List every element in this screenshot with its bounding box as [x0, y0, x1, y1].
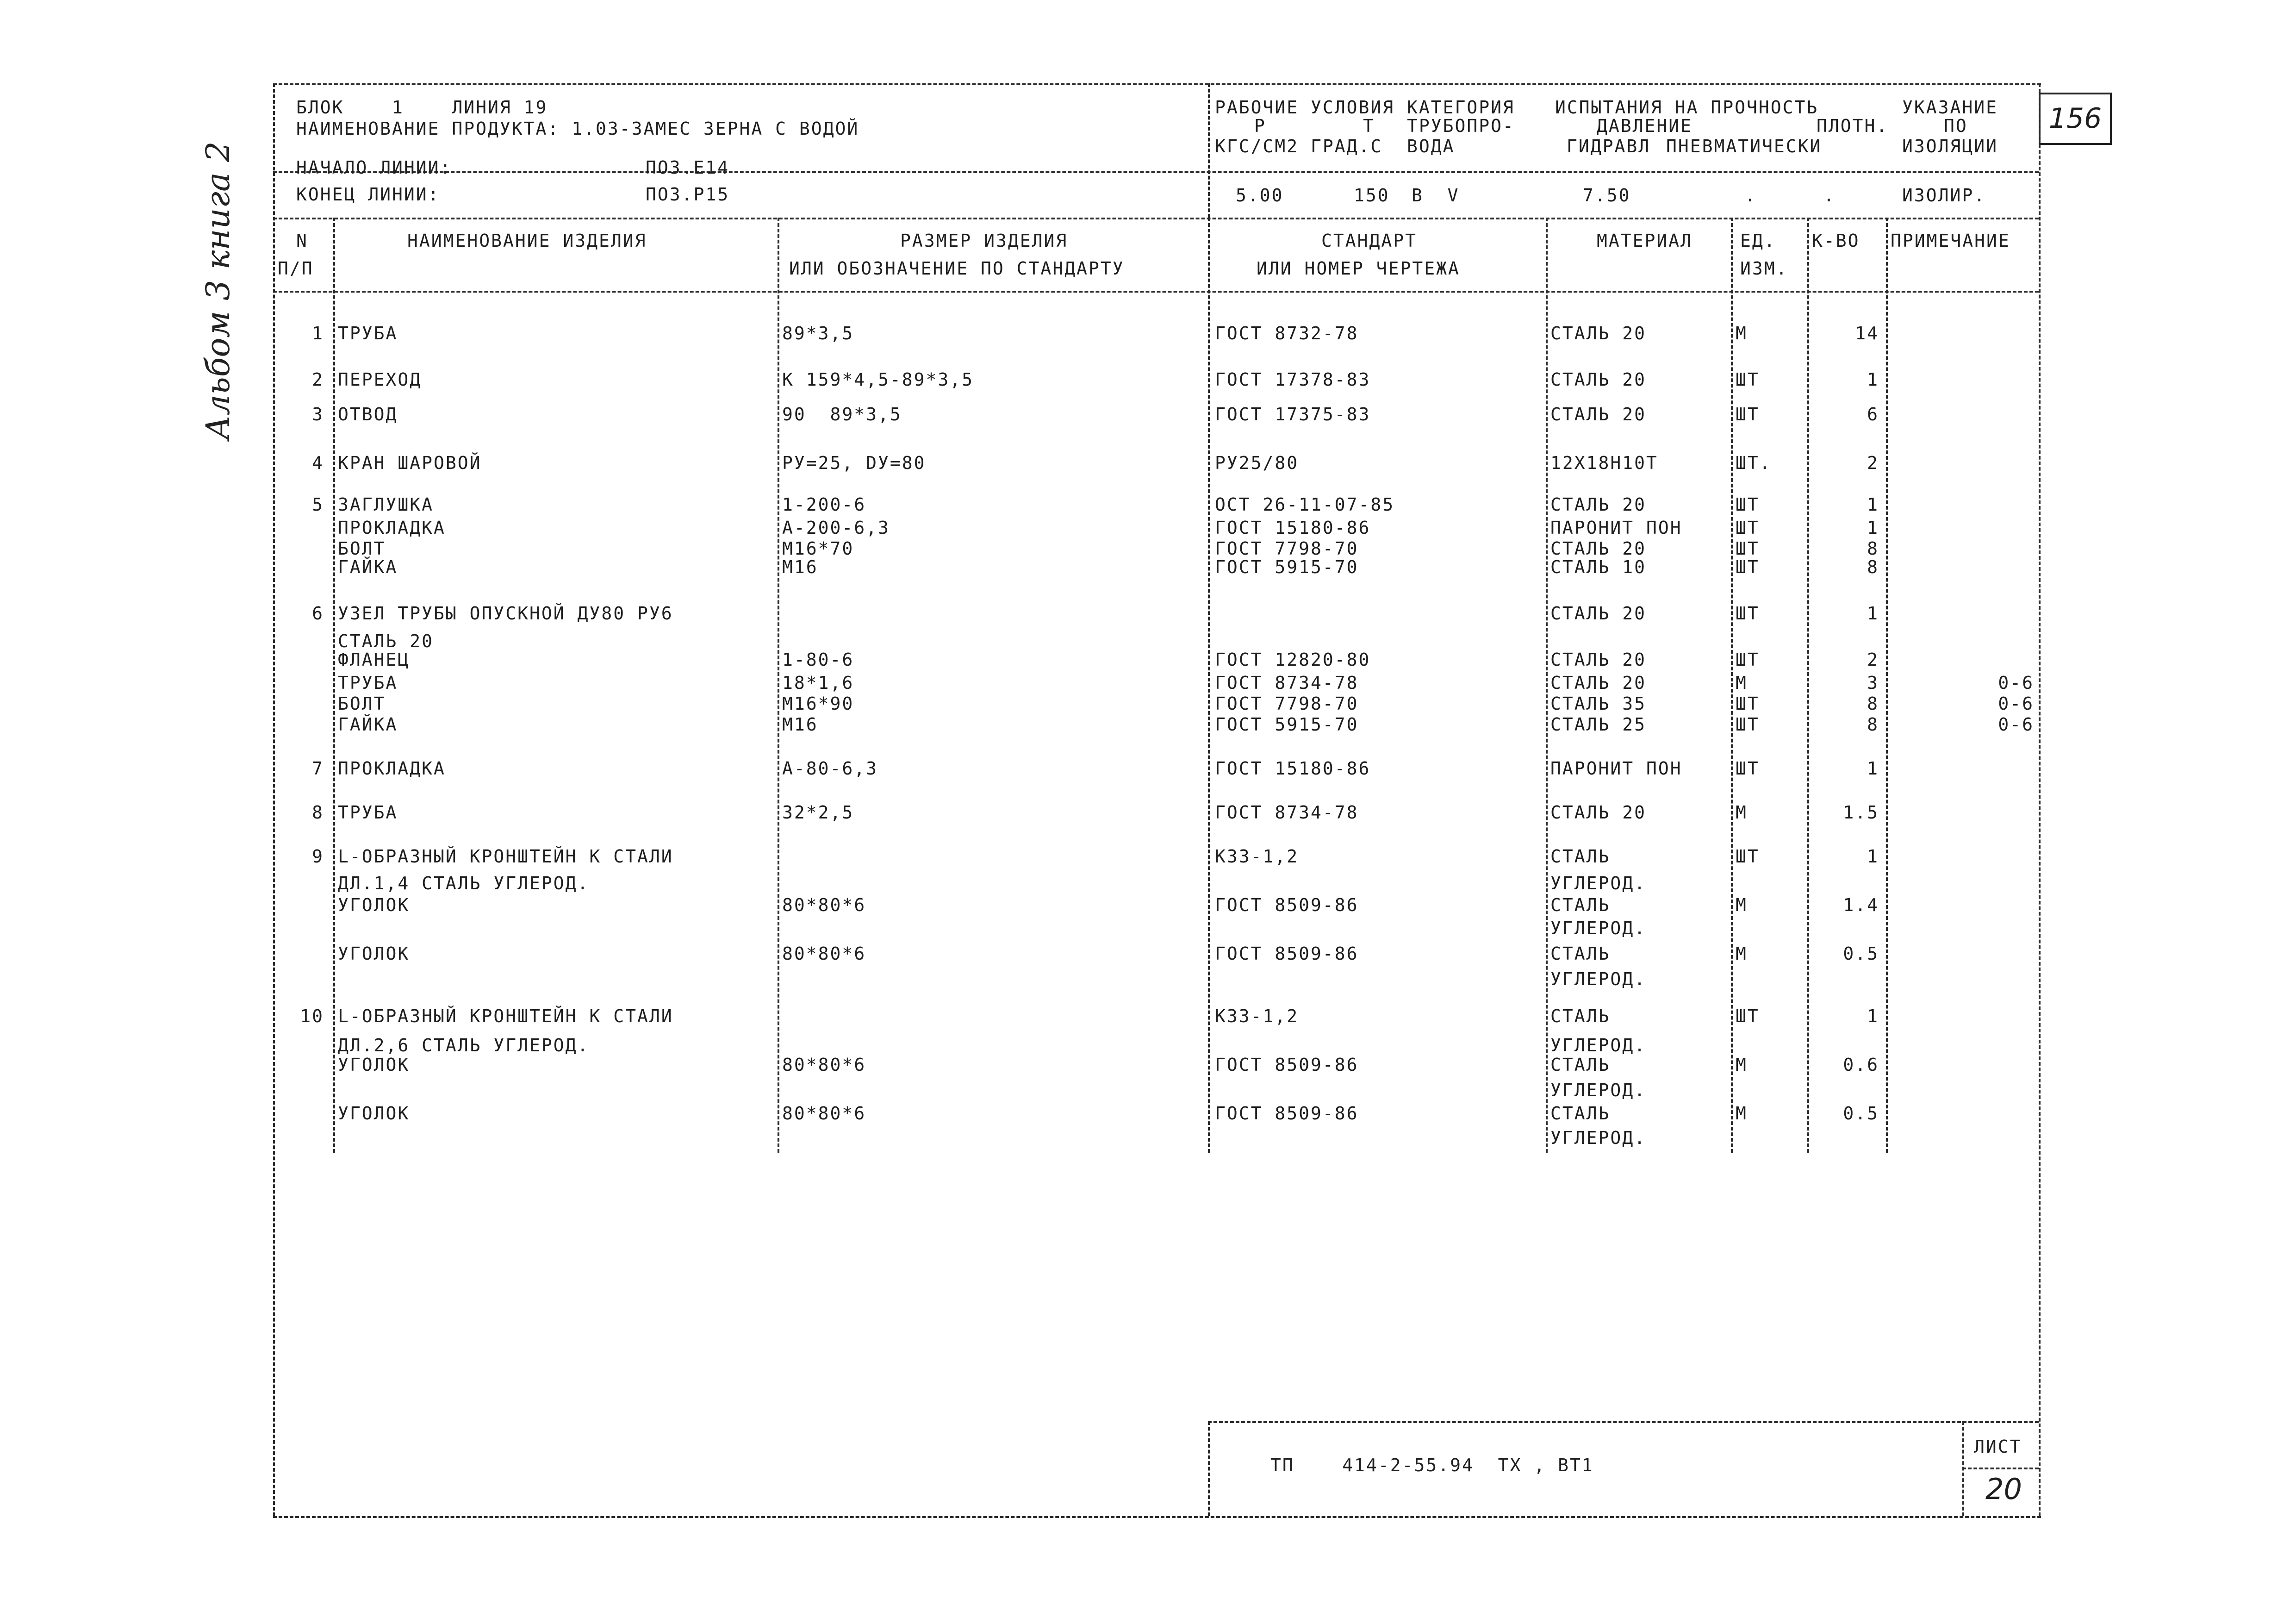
- cell-name: УГОЛОК: [338, 943, 410, 964]
- cell-size: 32*2,5: [782, 802, 854, 823]
- cell-std: ГОСТ 15180-86: [1215, 758, 1371, 779]
- cell-mat: СТАЛЬ 25: [1550, 714, 1647, 735]
- cell-qty: 1: [1867, 494, 1879, 515]
- frame-top: [273, 83, 2041, 85]
- header-product: НАИМЕНОВАНИЕ ПРОДУКТА: 1.03-ЗАМЕС ЗЕРНА С ВОДОЙ: [296, 119, 859, 139]
- cell-n: 1: [312, 323, 324, 344]
- cell-mat: УГЛЕРОД.: [1550, 1035, 1647, 1056]
- header-test-pressure: ДАВЛЕНИЕ: [1597, 116, 1693, 136]
- cell-unit: ШТ: [1736, 650, 1760, 670]
- header-start-value: ПОЗ.Е14: [646, 157, 730, 178]
- cell-mat: СТАЛЬ: [1550, 895, 1611, 915]
- cell-name: ПРОКЛАДКА: [338, 758, 446, 779]
- value-pressure: 5.00: [1236, 185, 1284, 206]
- footer-doc-code: ТП 414-2-55.94 ТХ , ВТ1: [1270, 1455, 1594, 1475]
- frame-right: [2039, 83, 2041, 1516]
- columns-rule: [273, 291, 2039, 293]
- value-category: В V: [1412, 185, 1460, 206]
- cell-qty: 0.5: [1843, 943, 1879, 964]
- cell-size: 1-80-6: [782, 650, 854, 670]
- cell-qty: 1: [1867, 518, 1879, 538]
- cell-qty: 0.5: [1843, 1103, 1879, 1124]
- cell-size: 80*80*6: [782, 943, 866, 964]
- cell-mat: СТАЛЬ: [1550, 846, 1611, 867]
- cell-size: РУ=25, DУ=80: [782, 453, 926, 473]
- footer-sheet-number: 20: [1985, 1472, 2022, 1506]
- cell-qty: 1: [1867, 603, 1879, 624]
- header-block-line: БЛОК 1 ЛИНИЯ 19: [296, 97, 548, 118]
- cell-size: 1-200-6: [782, 494, 866, 515]
- cell-mat: СТАЛЬ 20: [1550, 323, 1647, 344]
- cell-std: ГОСТ 7798-70: [1215, 693, 1359, 714]
- cell-size: А-80-6,3: [782, 758, 878, 779]
- cell-name: УЗЕЛ ТРУБЫ ОПУСКНОЙ ДУ80 РУ6: [338, 603, 673, 624]
- cell-std: ГОСТ 17375-83: [1215, 404, 1371, 425]
- cell-size: М16*70: [782, 538, 854, 559]
- cell-mat: УГЛЕРОД.: [1550, 873, 1647, 893]
- cell-unit: М: [1736, 673, 1748, 693]
- cell-size: 18*1,6: [782, 673, 854, 693]
- value-insulation: ИЗОЛИР.: [1902, 185, 1986, 206]
- cell-n: 2: [312, 369, 324, 390]
- cell-unit: ШТ.: [1736, 453, 1772, 473]
- cell-unit: ШТ: [1736, 518, 1760, 538]
- col-divider-std: [1208, 218, 1210, 1153]
- header-work-p: Р: [1254, 116, 1266, 136]
- col-header-unit1: ЕД.: [1740, 231, 1776, 251]
- cell-name: КРАН ШАРОВОЙ: [338, 453, 482, 473]
- cell-mat: СТАЛЬ 20: [1550, 650, 1647, 670]
- col-header-size1: РАЗМЕР ИЗДЕЛИЯ: [900, 231, 1068, 251]
- cell-qty: 2: [1867, 453, 1879, 473]
- cell-name: БОЛТ: [338, 538, 386, 559]
- cell-unit: ШТ: [1736, 1006, 1760, 1026]
- cell-mat: СТАЛЬ: [1550, 943, 1611, 964]
- cell-n: 6: [312, 603, 324, 624]
- cell-name: ТРУБА: [338, 323, 398, 344]
- value-temperature: 150: [1354, 185, 1390, 206]
- col-divider-size: [778, 218, 779, 1153]
- header-end-label: КОНЕЦ ЛИНИИ:: [296, 184, 440, 205]
- cell-mat: ПАРОНИТ ПОН: [1550, 758, 1682, 779]
- cell-name: ТРУБА: [338, 802, 398, 823]
- header-ins-title2: ПО: [1944, 116, 1968, 136]
- cell-note: 0-6: [1998, 714, 2034, 735]
- cell-size: М16: [782, 557, 818, 577]
- cell-unit: ШТ: [1736, 369, 1760, 390]
- cell-n: 9: [312, 846, 324, 867]
- cell-name: ДЛ.2,6 СТАЛЬ УГЛЕРОД.: [338, 1035, 590, 1056]
- cell-size: А-200-6,3: [782, 518, 890, 538]
- cell-name: ТРУБА: [338, 673, 398, 693]
- cell-note: 0-6: [1998, 693, 2034, 714]
- header-cat-title: КАТЕГОРИЯ: [1407, 97, 1515, 118]
- cell-qty: 1.5: [1843, 802, 1879, 823]
- cell-unit: ШТ: [1736, 603, 1760, 624]
- cell-std: К33-1,2: [1215, 1006, 1299, 1026]
- cell-name: L-ОБРАЗНЫЙ КРОНШТЕЙН К СТАЛИ: [338, 846, 673, 867]
- value-hydro: 7.50: [1583, 185, 1631, 206]
- col-header-size2: ИЛИ ОБОЗНАЧЕНИЕ ПО СТАНДАРТУ: [789, 258, 1125, 279]
- cell-n: 4: [312, 453, 324, 473]
- cell-unit: ШТ: [1736, 494, 1760, 515]
- cell-name: ОТВОД: [338, 404, 398, 425]
- cell-unit: ШТ: [1736, 714, 1760, 735]
- cell-name: ЗАГЛУШКА: [338, 494, 434, 515]
- cell-name: УГОЛОК: [338, 895, 410, 915]
- col-divider-qty: [1807, 218, 1809, 1153]
- cell-n: 8: [312, 802, 324, 823]
- cell-size: 89*3,5: [782, 323, 854, 344]
- col-header-num1: N: [296, 231, 308, 251]
- frame-bottom: [273, 1516, 2041, 1518]
- value-density: .: [1823, 185, 1836, 206]
- cell-n: 5: [312, 494, 324, 515]
- cell-mat: СТАЛЬ 10: [1550, 557, 1647, 577]
- cell-name: ГАЙКА: [338, 714, 398, 735]
- cell-unit: М: [1736, 802, 1748, 823]
- footer-rule: [1208, 1421, 2039, 1423]
- cell-qty: 8: [1867, 693, 1879, 714]
- col-header-num2: П/П: [278, 258, 314, 279]
- cell-mat: ПАРОНИТ ПОН: [1550, 518, 1682, 538]
- cell-size: М16*90: [782, 693, 854, 714]
- cell-unit: ШТ: [1736, 557, 1760, 577]
- cell-std: ГОСТ 8734-78: [1215, 802, 1359, 823]
- footer-sheet-rule: [1962, 1468, 2039, 1469]
- cell-unit: ШТ: [1736, 404, 1760, 425]
- cell-qty: 14: [1855, 323, 1879, 344]
- cell-mat: СТАЛЬ 20: [1550, 673, 1647, 693]
- cell-mat: СТАЛЬ 20: [1550, 802, 1647, 823]
- cell-mat: СТАЛЬ 20: [1550, 603, 1647, 624]
- cell-unit: ШТ: [1736, 538, 1760, 559]
- header-end-value: ПОЗ.Р15: [646, 184, 730, 205]
- cell-n: 10: [300, 1006, 324, 1026]
- cell-qty: 8: [1867, 557, 1879, 577]
- col-header-qty: К-ВО: [1812, 231, 1860, 251]
- cell-std: ГОСТ 5915-70: [1215, 557, 1359, 577]
- header-ins-title3: ИЗОЛЯЦИИ: [1902, 136, 1998, 156]
- col-header-std2: ИЛИ НОМЕР ЧЕРТЕЖА: [1257, 258, 1460, 279]
- cell-std: ГОСТ 8509-86: [1215, 1103, 1359, 1124]
- frame-left: [273, 83, 275, 1516]
- cell-name: ГАЙКА: [338, 557, 398, 577]
- cell-std: ГОСТ 8509-86: [1215, 1055, 1359, 1075]
- header-ins-title1: УКАЗАНИЕ: [1902, 97, 1998, 118]
- cell-n: 3: [312, 404, 324, 425]
- header-divider: [1208, 83, 1210, 218]
- cell-size: К 159*4,5-89*3,5: [782, 369, 974, 390]
- cell-mat: УГЛЕРОД.: [1550, 918, 1647, 938]
- header-work-t: Т: [1363, 116, 1375, 136]
- col-divider-mat: [1546, 218, 1548, 1153]
- cell-mat: 12Х18Н10Т: [1550, 453, 1658, 473]
- cell-std: ГОСТ 8509-86: [1215, 895, 1359, 915]
- cell-mat: СТАЛЬ 35: [1550, 693, 1647, 714]
- cell-size: 90 89*3,5: [782, 404, 902, 425]
- cell-qty: 1: [1867, 846, 1879, 867]
- cell-unit: М: [1736, 1055, 1748, 1075]
- cell-mat: СТАЛЬ: [1550, 1006, 1611, 1026]
- cell-name: СТАЛЬ 20: [338, 631, 434, 651]
- cell-name: ПЕРЕХОД: [338, 369, 422, 390]
- cell-qty: 3: [1867, 673, 1879, 693]
- cell-std: ГОСТ 7798-70: [1215, 538, 1359, 559]
- col-header-name: НАИМЕНОВАНИЕ ИЗДЕЛИЯ: [407, 231, 647, 251]
- cell-unit: М: [1736, 323, 1748, 344]
- value-pneu: .: [1745, 185, 1757, 206]
- cell-std: ГОСТ 8734-78: [1215, 673, 1359, 693]
- cell-name: ПРОКЛАДКА: [338, 518, 446, 538]
- cell-size: 80*80*6: [782, 1103, 866, 1124]
- cell-mat: УГЛЕРОД.: [1550, 1080, 1647, 1100]
- header-test-pneu: ПНЕВМАТИЧЕСКИ: [1666, 136, 1822, 156]
- cell-mat: УГЛЕРОД.: [1550, 969, 1647, 989]
- header-rule-1: [273, 171, 2039, 173]
- header-work-units: КГС/СМ2 ГРАД.С: [1215, 136, 1383, 156]
- header-cat-sub2: ВОДА: [1407, 136, 1455, 156]
- col-header-mat: МАТЕРИАЛ: [1597, 231, 1693, 251]
- header-start-label: НАЧАЛО ЛИНИИ:: [296, 157, 452, 178]
- cell-mat: СТАЛЬ 20: [1550, 369, 1647, 390]
- col-divider-num: [333, 218, 335, 1153]
- cell-note: 0-6: [1998, 673, 2034, 693]
- col-divider-note: [1886, 218, 1888, 1153]
- header-rule-2: [273, 218, 2039, 219]
- header-work-title: РАБОЧИЕ УСЛОВИЯ: [1215, 97, 1395, 118]
- cell-std: ОСТ 26-11-07-85: [1215, 494, 1395, 515]
- cell-mat: СТАЛЬ 20: [1550, 404, 1647, 425]
- cell-qty: 1.4: [1843, 895, 1879, 915]
- cell-qty: 8: [1867, 538, 1879, 559]
- cell-std: РУ25/80: [1215, 453, 1299, 473]
- cell-name: УГОЛОК: [338, 1103, 410, 1124]
- cell-name: ФЛАНЕЦ: [338, 650, 410, 670]
- header-test-title: ИСПЫТАНИЯ НА ПРОЧНОСТЬ: [1555, 97, 1819, 118]
- cell-name: БОЛТ: [338, 693, 386, 714]
- cell-mat: СТАЛЬ: [1550, 1103, 1611, 1124]
- footer-sheet-label: ЛИСТ: [1974, 1437, 2022, 1457]
- header-cat-sub1: ТРУБОПРО-: [1407, 116, 1515, 136]
- cell-mat: СТАЛЬ: [1550, 1055, 1611, 1075]
- col-divider-unit: [1731, 218, 1733, 1153]
- footer-left-edge: [1208, 1421, 1210, 1516]
- cell-unit: М: [1736, 895, 1748, 915]
- cell-std: ГОСТ 5915-70: [1215, 714, 1359, 735]
- cell-name: ДЛ.1,4 СТАЛЬ УГЛЕРОД.: [338, 873, 590, 893]
- cell-size: 80*80*6: [782, 895, 866, 915]
- header-test-density: ПЛОТН.: [1817, 116, 1889, 136]
- cell-unit: ШТ: [1736, 693, 1760, 714]
- cell-qty: 6: [1867, 404, 1879, 425]
- cell-std: ГОСТ 8732-78: [1215, 323, 1359, 344]
- cell-size: 80*80*6: [782, 1055, 866, 1075]
- cell-std: ГОСТ 8509-86: [1215, 943, 1359, 964]
- cell-name: УГОЛОК: [338, 1055, 410, 1075]
- col-header-unit2: ИЗМ.: [1740, 258, 1788, 279]
- cell-unit: М: [1736, 943, 1748, 964]
- cell-std: ГОСТ 15180-86: [1215, 518, 1371, 538]
- cell-unit: ШТ: [1736, 846, 1760, 867]
- cell-std: ГОСТ 12820-80: [1215, 650, 1371, 670]
- header-test-hydro: ГИДРАВЛ: [1567, 136, 1651, 156]
- cell-qty: 8: [1867, 714, 1879, 735]
- cell-n: 7: [312, 758, 324, 779]
- cell-unit: ШТ: [1736, 758, 1760, 779]
- page-stamp-number: 156: [2039, 93, 2112, 145]
- cell-qty: 1: [1867, 369, 1879, 390]
- col-header-std1: СТАНДАРТ: [1321, 231, 1418, 251]
- cell-qty: 0.6: [1843, 1055, 1879, 1075]
- cell-std: ГОСТ 17378-83: [1215, 369, 1371, 390]
- cell-qty: 1: [1867, 758, 1879, 779]
- cell-mat: УГЛЕРОД.: [1550, 1128, 1647, 1148]
- col-header-note: ПРИМЕЧАНИЕ: [1891, 231, 2010, 251]
- album-note: Альбом 3 книга 2: [199, 141, 237, 440]
- cell-mat: СТАЛЬ 20: [1550, 538, 1647, 559]
- cell-qty: 1: [1867, 1006, 1879, 1026]
- cell-size: М16: [782, 714, 818, 735]
- cell-qty: 2: [1867, 650, 1879, 670]
- cell-name: L-ОБРАЗНЫЙ КРОНШТЕЙН К СТАЛИ: [338, 1006, 673, 1026]
- cell-std: К33-1,2: [1215, 846, 1299, 867]
- cell-unit: М: [1736, 1103, 1748, 1124]
- cell-mat: СТАЛЬ 20: [1550, 494, 1647, 515]
